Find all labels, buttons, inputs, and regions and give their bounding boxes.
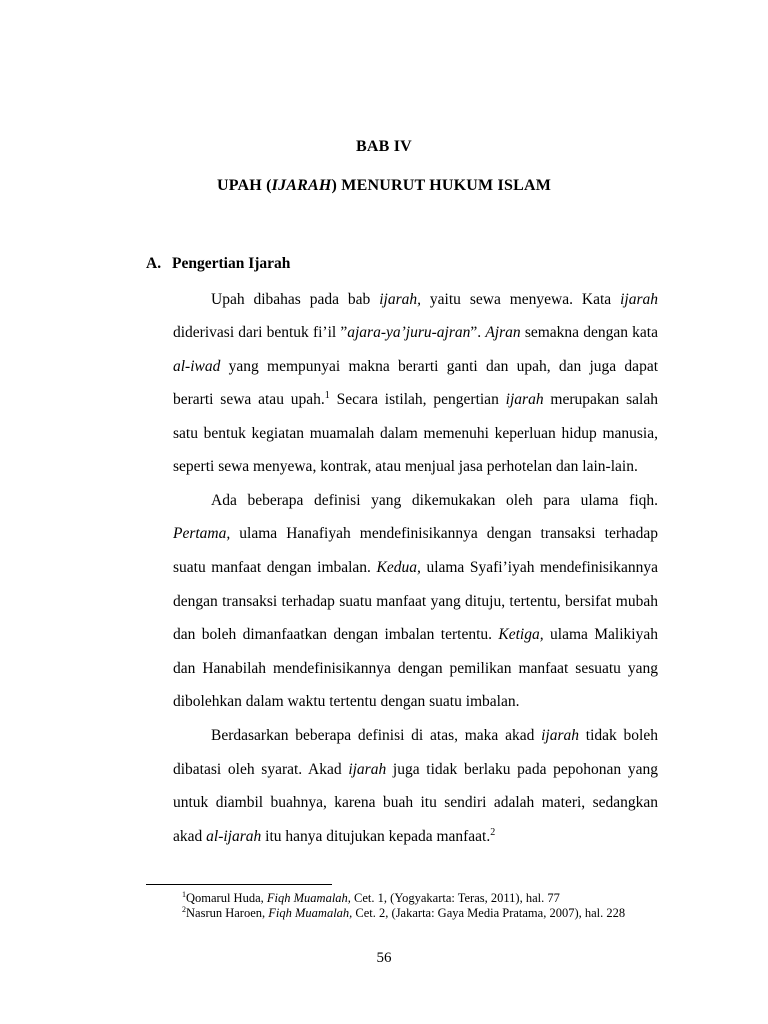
footnote-number: 1 (182, 890, 186, 899)
text-run: merupakan salah (543, 391, 658, 408)
chapter-title-suffix: ) MENURUT HUKUM ISLAM (331, 177, 552, 194)
paragraph-line: Ada beberapa definisi yang dikemukakan oleh para ulama fiqh. (211, 492, 658, 509)
paragraph-line (173, 827, 658, 847)
section-heading (146, 255, 290, 273)
chapter-number: BAB IV (356, 138, 412, 155)
text-run-italic: ijarah (505, 391, 544, 408)
text-run-italic: Ajran (485, 324, 521, 341)
footnote-author: Qomarul Huda, (186, 891, 267, 905)
page-number: 56 (376, 950, 392, 966)
footnote-ref[interactable]: 1 (324, 390, 330, 401)
paragraph-line: dibolehkan dalam waktu tertentu dengan suatu imbalan. (173, 693, 520, 710)
text-run: Berdasarkan beberapa definisi di atas, maka akad (211, 727, 542, 744)
text-run: Secara istilah, pengertian (329, 391, 506, 408)
chapter-title-prefix: UPAH ( (216, 177, 272, 194)
text-run: ulama Syafi’iyah mendefinisikannya (420, 559, 658, 576)
paragraph-line (173, 323, 658, 343)
text-run-italic: al-iwad (173, 358, 221, 375)
paragraph-line (173, 357, 658, 377)
paragraph-line: satu bentuk kegiatan muamalah dalam memenuhi keperluan hidup manusia, (173, 425, 658, 442)
paragraph-line: dan Hanabilah mendefinisikannya dengan pemilikan manfaat sesuatu yang (173, 660, 658, 677)
paragraph-line (173, 760, 658, 780)
text-run: itu hanya ditujukan kepada manfaat. (261, 828, 491, 845)
section-letter: A. (146, 255, 162, 272)
text-run: tidak boleh (579, 727, 658, 744)
paragraph-line (173, 625, 658, 645)
text-run: diderivasi dari bentuk fi’il ” (173, 324, 348, 341)
text-run-italic: Kedua, (376, 559, 421, 576)
text-run-italic: Pertama, (173, 525, 231, 542)
text-run: yaitu sewa menyewa. Kata (421, 291, 621, 308)
footnote (182, 906, 625, 921)
paragraph-line (173, 558, 658, 578)
text-run: berarti sewa atau upah. (173, 391, 325, 408)
text-run: ”. (470, 324, 486, 341)
text-run: semakna dengan kata (520, 324, 658, 341)
section-title: Pengertian Ijarah (172, 255, 291, 272)
footnote (182, 891, 560, 906)
text-run-italic: ijarah (348, 761, 387, 778)
paragraph-line (173, 524, 658, 544)
paragraph-line: dengan transaksi terhadap suatu manfaat yang dituju, tertentu, bersifat mubah (173, 593, 658, 610)
paragraph-line (173, 390, 658, 410)
text-run-italic: ajara-ya’juru-ajran (347, 324, 471, 341)
paragraph-line (211, 290, 658, 310)
text-run-italic: ijarah, (379, 291, 422, 308)
text-run: ulama Malikiyah (543, 626, 658, 643)
text-run: juga tidak berlaku pada pepohonan yang (386, 761, 658, 778)
text-run: dibatasi oleh syarat. Akad (173, 761, 349, 778)
text-run-italic: al-ijarah (206, 828, 262, 845)
footnote-details: Cet. 2, (Jakarta: Gaya Media Pratama, 2007), hal. 228 (352, 906, 626, 920)
text-run: Upah dibahas pada bab (211, 291, 380, 308)
footnote-ref[interactable]: 2 (490, 827, 496, 838)
text-run-italic: ijarah (541, 727, 580, 744)
text-run: akad (173, 828, 207, 845)
chapter-title (0, 177, 768, 195)
text-run-italic: Ketiga, (498, 626, 544, 643)
footnote-divider (146, 884, 332, 885)
paragraph-line: seperti sewa menyewa, kontrak, atau menjual jasa perhotelan dan lain-lain. (173, 458, 638, 475)
paragraph-line: untuk diambil buahnya, karena buah itu sendiri adalah materi, sedangkan (173, 794, 658, 811)
text-run: ulama Hanafiyah mendefinisikannya dengan transaksi terhadap (230, 525, 658, 542)
footnote-number: 2 (182, 905, 186, 914)
footnote-book: Fiqh Muamalah, (268, 906, 353, 920)
text-run: yang mempunyai makna berarti ganti dan upah, dan juga dapat (220, 358, 658, 375)
footnote-book: Fiqh Muamalah, (266, 891, 351, 905)
footnote-author: Nasrun Haroen, (186, 906, 269, 920)
text-run-italic: ijarah (620, 291, 658, 308)
chapter-title-italic: IJARAH (271, 177, 332, 194)
text-run: suatu manfaat dengan imbalan. (173, 559, 377, 576)
footnote-details: Cet. 1, (Yogyakarta: Teras, 2011), hal. 77 (350, 891, 560, 905)
paragraph-line (211, 726, 658, 746)
text-run: dan boleh dimanfaatkan dengan imbalan tertentu. (173, 626, 499, 643)
